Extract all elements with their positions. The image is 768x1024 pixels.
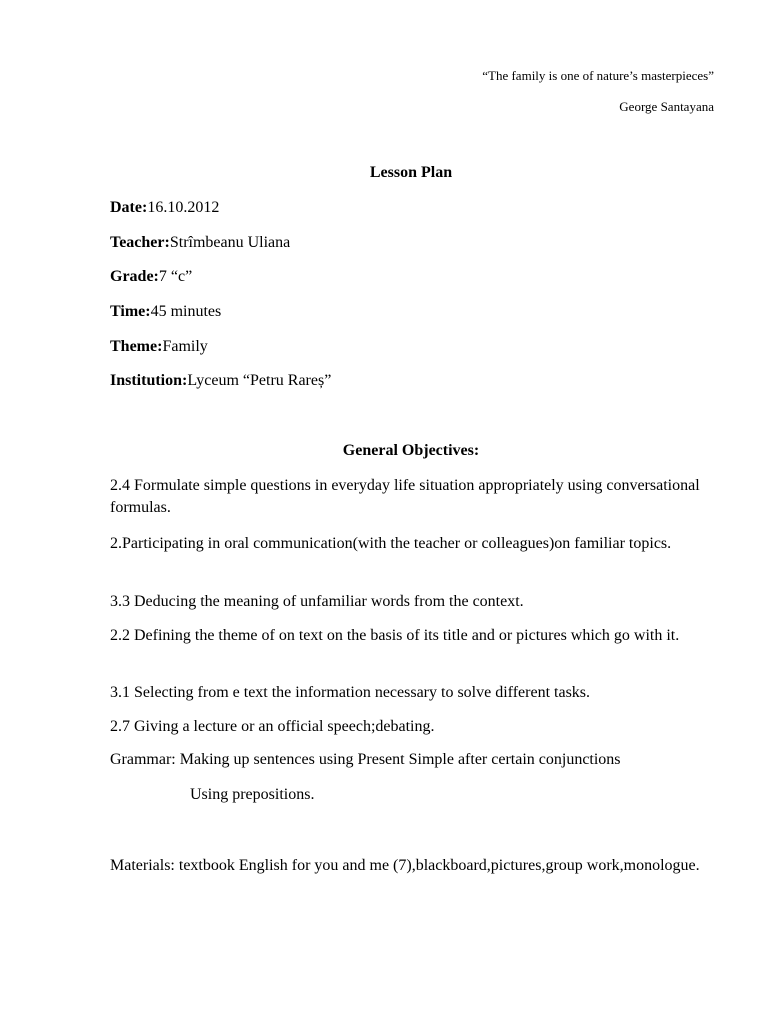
meta-label: Teacher: xyxy=(110,234,170,251)
meta-value: Lyceum “Petru Rareș” xyxy=(187,372,332,389)
objective-item: 2.Participating in oral communication(with the teacher or colleagues)on familiar topics. xyxy=(110,535,672,552)
meta-label: Grade: xyxy=(110,268,159,285)
meta-value: 7 “c” xyxy=(158,268,193,285)
meta-label: Date: xyxy=(110,199,148,216)
objective-item: 2.2 Defining the theme of on text on the basis of its title and or pictures which go with it. xyxy=(110,627,680,644)
objective-item: 3.3 Deducing the meaning of unfamiliar words from the context. xyxy=(110,593,524,610)
meta-label: Theme: xyxy=(110,338,163,355)
meta-label: Time: xyxy=(110,303,151,320)
epigraph-quote: “The family is one of nature’s masterpieces” xyxy=(482,68,714,83)
grammar-subline: Using prepositions. xyxy=(190,786,315,803)
meta-theme xyxy=(110,338,208,356)
meta-grade xyxy=(110,268,192,286)
meta-time xyxy=(110,303,221,321)
meta-label: Institution: xyxy=(110,372,188,389)
meta-value: 16.10.2012 xyxy=(147,199,220,216)
meta-value: Strîmbeanu Uliana xyxy=(169,234,291,251)
meta-teacher xyxy=(110,234,290,252)
objective-item: 3.1 Selecting from e text the information necessary to solve different tasks. xyxy=(110,684,591,701)
meta-value: 45 minutes xyxy=(150,303,222,320)
epigraph-author: George Santayana xyxy=(619,99,714,114)
meta-institution xyxy=(110,372,331,390)
grammar-line: Grammar: Making up sentences using Present Simple after certain conjunctions xyxy=(110,751,621,768)
meta-date xyxy=(110,199,219,217)
materials-paragraph: Materials: textbook English for you and me (7),blackboard,pictures,group work,monologue. xyxy=(110,857,700,874)
page-title: Lesson Plan xyxy=(369,164,453,181)
objective-item: 2.7 Giving a lecture or an official speech;debating. xyxy=(110,718,435,735)
meta-value: Family xyxy=(162,338,208,355)
objective-item: 2.4 Formulate simple questions in everyday life situation appropriately using conversational formulas. xyxy=(110,477,700,516)
objectives-heading: General Objectives: xyxy=(342,442,480,459)
